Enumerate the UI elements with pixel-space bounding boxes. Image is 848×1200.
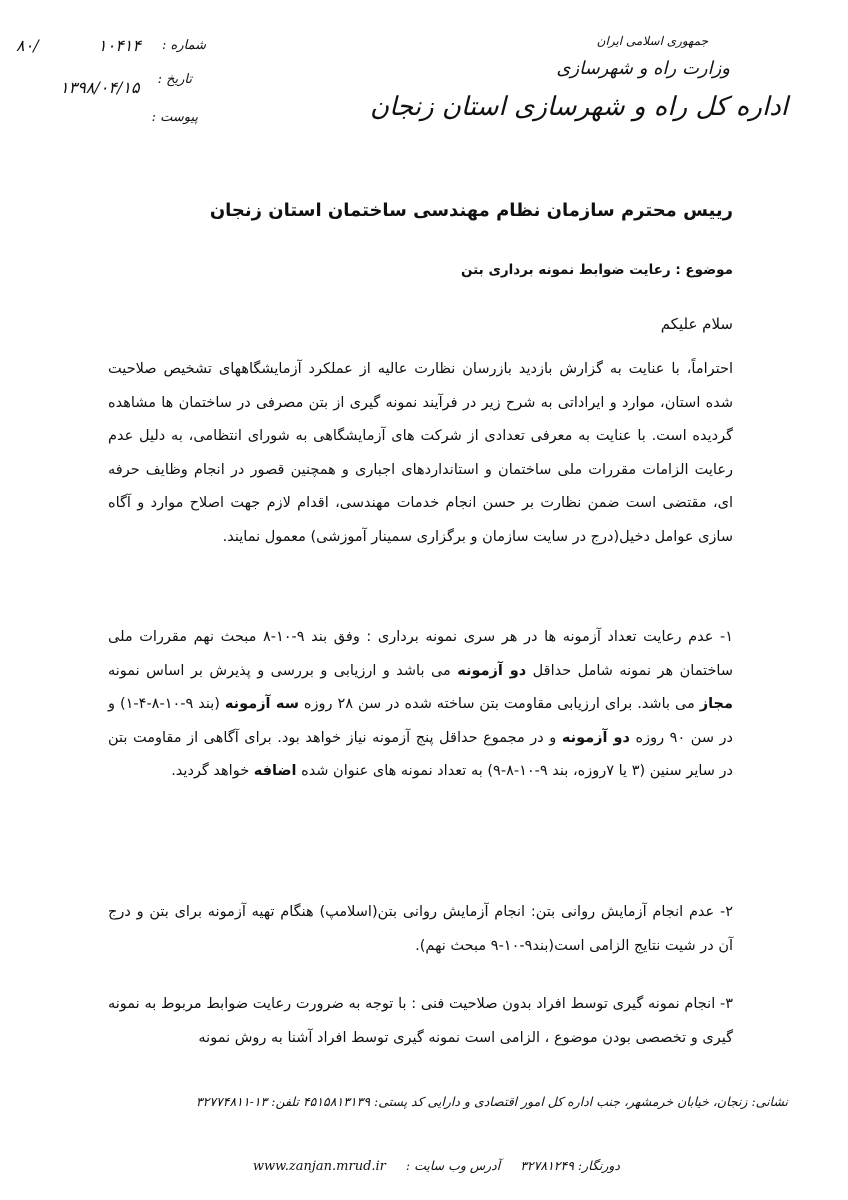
footer-contact [253, 1158, 620, 1174]
item-1-text-e: می باشد. برای ارزیابی مقاومت بتن ساخته شده در سن ۲۸ روزه [298, 696, 700, 712]
number-value: ۱۰۴۱۴ [98, 36, 141, 55]
subject-line: موضوع : رعایت ضوابط نمونه برداری بتن [461, 262, 733, 278]
item-1-text-g: (بند ۹-۱۰-۸-۴-۱) و در سن ۹۰ روزه [108, 696, 733, 746]
item-1-bold-two-specimens: دو آزمونه [457, 662, 527, 679]
footer-website-link[interactable]: www.zanjan.mrud.ir [252, 1159, 386, 1174]
footer-address: نشانی: زنجان، خیابان خرمشهر، جنب اداره کل امور اقتصادی و دارایی کد پستی: ۴۵۱۵۸۱۳۱۳۹ تلفن: ۱۳-۳۲۷۷۴۸۱۱ [195, 1094, 788, 1109]
recipient-line: رییس محترم سازمان نظام مهندسی ساختمان استان زنجان [209, 200, 733, 221]
item-1-bold-three-specimens: سه آزمونه [224, 696, 299, 712]
number-prefix: ۸۰/ [16, 36, 39, 55]
item-1-text-c: می باشد و ارزیابی و بررسی و پذیرش بر اساس نمونه [108, 662, 458, 679]
item-1-bold-added: اضافه [253, 763, 297, 779]
department-heading: اداره کل راه و شهرسازی استان زنجان [369, 92, 788, 122]
item-2-paragraph: ۲- عدم انجام آزمایش روانی بتن: انجام آزمایش روانی بتن(اسلامپ) هنگام تهیه آزمونه برای بتن و درج آن در شیت نتایج الزامی است(بند۹-۱۰-۹ مبحث نهم). [108, 904, 733, 954]
item-3-paragraph: ۳- انجام نمونه گیری توسط افراد بدون صلاحیت فنی : با توجه به ضرورت رعایت ضوابط مربوط به نمونه گیری و تخصصی بودن موضوع ، الزامی است نمونه گیری توسط افراد آشنا به روش نمونه [108, 996, 733, 1046]
republic-heading: جمهوری اسلامی ایران [596, 34, 708, 48]
number-label: شماره : [162, 38, 206, 53]
item-1-bold-two-specimens-90: دو آزمونه [561, 729, 630, 746]
item-1-bold-allowed: مجاز [699, 696, 733, 712]
footer-fax: دورنگار: ۳۲۷۸۱۲۴۹ [520, 1158, 620, 1173]
intro-paragraph: احتراماً، با عنایت به گزارش بازدید بازرسان نظارت عالیه از عملکرد آزمایشگاههای تشخیص صلاحیت شده استان، موارد و ایراداتی به شرح زیر در فرآیند نمونه گیری از بتن مصرفی در ساختمان ها مشاهده گردیده است. با عنایت به معرفی تعدادی از شرکت های آزمایشگاهی به شورای انتظامی، به دلیل عدم رعایت الزامات مقررات ملی ساختمان و استانداردهای اجباری و همچنین قصور در انجام وظایف حرفه ای، مقتضی است ضمن نظارت بر حسن انجام خدمات مهندسی، اقدام لازم جهت اصلاح موارد و آگاه سازی عوامل دخیل(درج در سایت سازمان و برگزاری سمینار آموزشی) معمول نمایند. [108, 361, 733, 545]
footer-website-label: آدرس وب سایت : [405, 1158, 501, 1173]
item-1-text-k: خواهد گردید. [171, 763, 254, 779]
ministry-heading: وزارت راه و شهرسازی [556, 58, 730, 79]
attachment-label: پیوست : [151, 110, 198, 125]
greeting: سلام علیکم [660, 315, 733, 333]
letter-meta [16, 34, 206, 134]
item-1-text-a: ۱- عدم رعایت تعداد آزمونه ها در هر سری نمونه برداری : وفق بند ۹-۱۰-۸ مبحث نهم مقررات ملی ساختمان هر نمونه شامل حداقل [108, 629, 733, 679]
date-value: ۱۳۹۸/۰۴/۱۵ [60, 78, 140, 97]
date-label: تاریخ : [157, 72, 192, 87]
item-1-paragraph [108, 621, 733, 789]
item-1-text-i: و در مجموع حداقل پنج آزمونه نیاز خواهد بود. برای آگاهی از مقاومت بتن در سایر سنین (۳ یا ۷روزه، بند ۹-۱۰-۸-۹) به تعداد نمونه های عنوان شده [108, 729, 733, 779]
